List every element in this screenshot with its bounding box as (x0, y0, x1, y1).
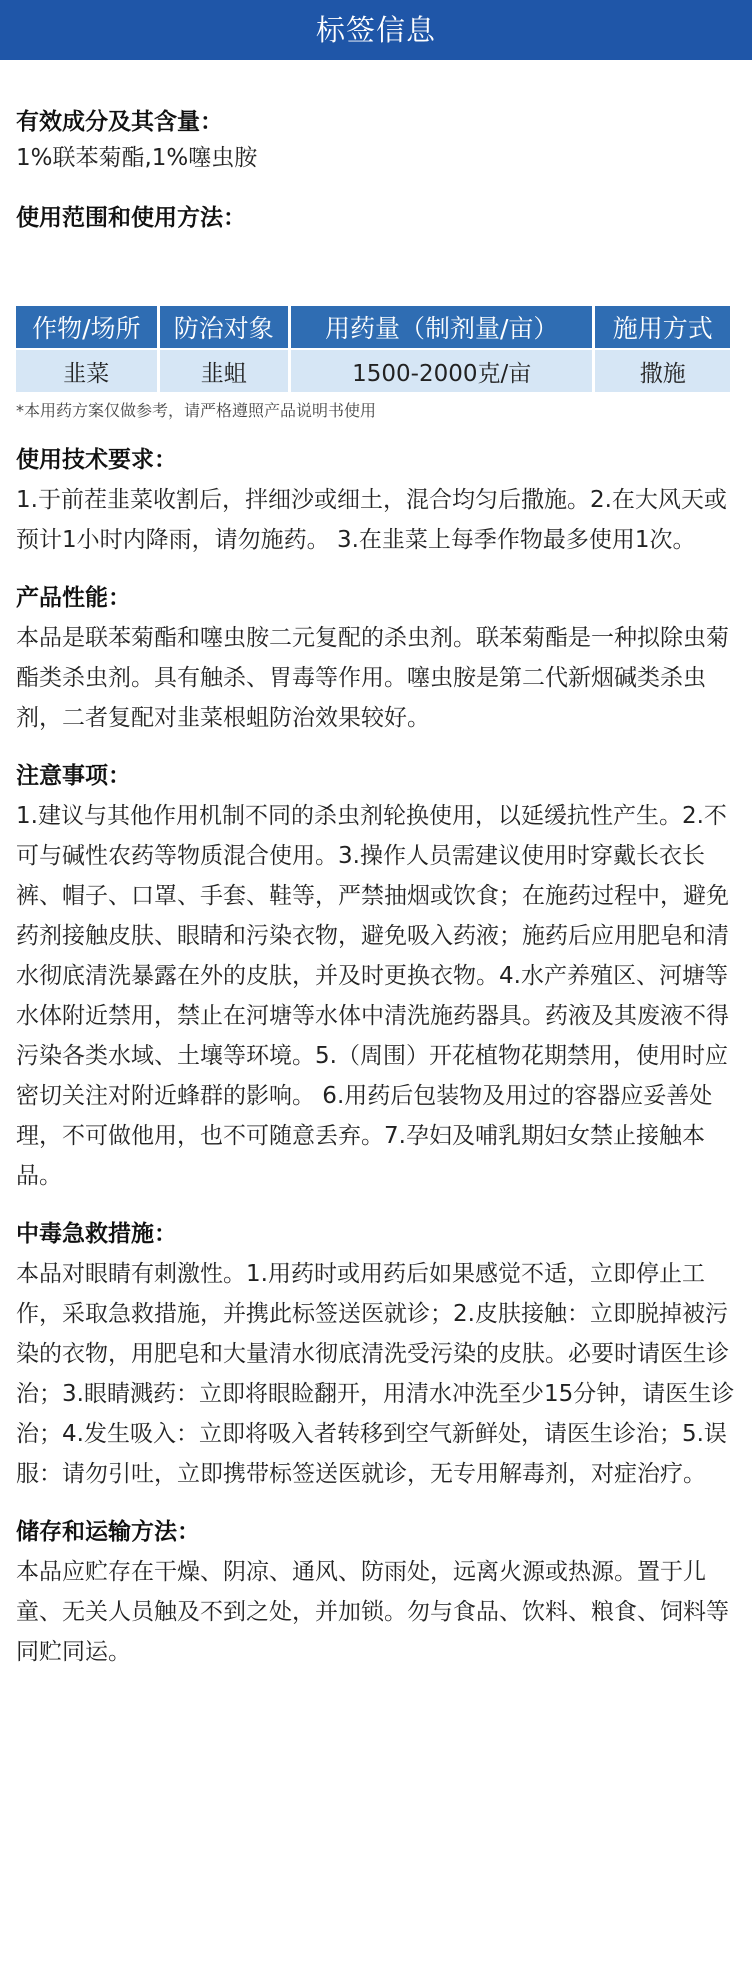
label-content (0, 60, 752, 1672)
cell-method: 撒施 (595, 350, 730, 392)
tech-body: 1.于前茬韭菜收割后，拌细沙或细土，混合均匀后撒施。2.在大风天或预计1小时内降雨，请勿施药。 3.在韭菜上每季作物最多使用1次。 (16, 487, 727, 553)
usage-table-header-row (16, 306, 730, 348)
header-method: 施用方式 (595, 306, 730, 348)
cell-target: 韭蛆 (160, 350, 288, 392)
caution-title: 注意事项： (16, 763, 131, 789)
ingredients-title: 有效成分及其含量： (16, 109, 223, 135)
firstaid-section (16, 1218, 736, 1494)
ingredients-section (16, 60, 736, 178)
performance-body: 本品是联苯菊酯和噻虫胺二元复配的杀虫剂。联苯菊酯是一种拟除虫菊酯类杀虫剂。具有触杀、胃毒等作用。噻虫胺是第二代新烟碱类杀虫剂，二者复配对韭菜根蛆防治效果较好。 (16, 625, 729, 731)
performance-title: 产品性能： (16, 585, 131, 611)
storage-body: 本品应贮存在干燥、阴凉、通风、防雨处，远离火源或热源。置于儿童、无关人员触及不到之处，并加锁。勿与食品、饮料、粮食、饲料等同贮同运。 (16, 1559, 729, 1665)
page-title: 标签信息 (315, 13, 436, 47)
table-row (16, 350, 730, 392)
storage-section (16, 1516, 736, 1672)
performance-section (16, 582, 736, 738)
tech-section (16, 444, 736, 560)
page-header (0, 0, 752, 60)
caution-body: 1.建议与其他作用机制不同的杀虫剂轮换使用，以延缓抗性产生。2.不可与碱性农药等物质混合使用。3.操作人员需建议使用时穿戴长衣长裤、帽子、口罩、手套、鞋等，严禁抽烟或饮食；在施药过程中，避免药剂接触皮肤、眼睛和污染衣物，避免吸入药液；施药后应用肥皂和清水彻底清洗暴露在外的皮肤，并及时更换衣物。4.水产养殖区、河塘等水体附近禁用，禁止在河塘等水体中清洗施药器具。药液及其废液不得污染各类水域、土壤等环境。5.（周围）开花植物花期禁用，使用时应密切关注对附近蜂群的影响。 6.用药后包装物及用过的容器应妥善处理，不可做他用，也不可随意丢弃。7.孕妇及哺乳期妇女禁止接触本品。 (16, 803, 729, 1189)
header-target: 防治对象 (160, 306, 288, 348)
firstaid-title: 中毒急救措施： (16, 1221, 177, 1247)
usage-section (16, 202, 736, 422)
storage-title: 储存和运输方法： (16, 1519, 200, 1545)
usage-note: *本用药方案仅做参考，请严格遵照产品说明书使用 (16, 401, 377, 420)
firstaid-body: 本品对眼睛有刺激性。1.用药时或用药后如果感觉不适，立即停止工作，采取急救措施，并携此标签送医就诊；2.皮肤接触：立即脱掉被污染的衣物，用肥皂和大量清水彻底清洗受污染的皮肤。必要时请医生诊治；3.眼睛溅药：立即将眼睑翻开，用清水冲洗至少15分钟，请医生诊治；4.发生吸入：立即将吸入者转移到空气新鲜处，请医生诊治；5.误服：请勿引吐，立即携带标签送医就诊，无专用解毒剂，对症治疗。 (16, 1261, 735, 1487)
tech-title: 使用技术要求： (16, 447, 177, 473)
header-crop: 作物/场所 (16, 306, 157, 348)
cell-dosage: 1500-2000克/亩 (291, 350, 593, 392)
cell-crop: 韭菜 (16, 350, 157, 392)
usage-table (13, 304, 733, 394)
caution-section (16, 760, 736, 1196)
header-dosage: 用药量（制剂量/亩） (291, 306, 593, 348)
ingredients-value: 1%联苯菊酯,1%噻虫胺 (16, 145, 258, 171)
usage-title: 使用范围和使用方法： (16, 205, 246, 231)
